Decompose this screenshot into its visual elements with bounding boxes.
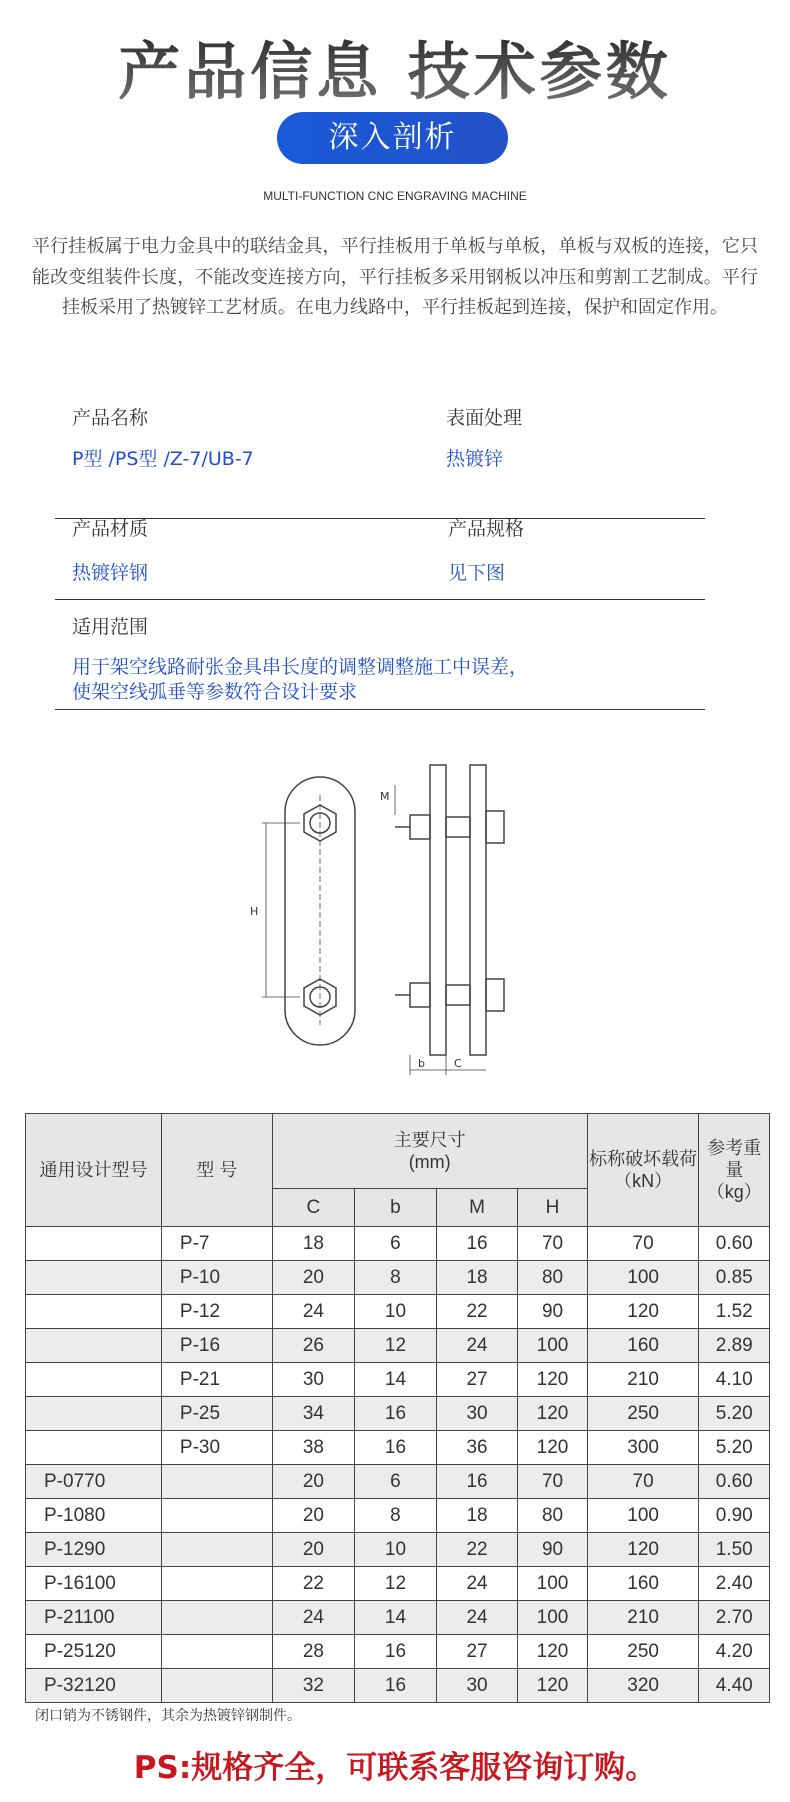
section-badge: 深入剖析: [277, 112, 508, 164]
table-cell: 38: [272, 1431, 355, 1465]
table-cell: 90: [518, 1533, 587, 1567]
table-cell: 27: [436, 1363, 518, 1397]
divider: [55, 709, 705, 710]
table-cell: 32: [272, 1669, 355, 1703]
table-row: [26, 1601, 770, 1635]
table-cell: P-1290: [26, 1533, 162, 1567]
table-cell: 24: [436, 1567, 518, 1601]
table-cell: 80: [518, 1499, 587, 1533]
table-cell: 18: [436, 1499, 518, 1533]
table-cell: 100: [587, 1261, 699, 1295]
table-cell: 250: [587, 1397, 699, 1431]
table-cell: 120: [518, 1363, 587, 1397]
table-cell: 26: [272, 1329, 355, 1363]
table-cell: [161, 1669, 272, 1703]
page-title: 产品信息 技术参数: [0, 22, 790, 111]
table-cell: 16: [355, 1635, 437, 1669]
table-cell: 20: [272, 1261, 355, 1295]
table-cell: 120: [587, 1295, 699, 1329]
scope-label: 适用范围: [72, 616, 149, 638]
table-cell: P-10: [161, 1261, 272, 1295]
table-cell: [26, 1295, 162, 1329]
table-cell: 300: [587, 1431, 699, 1465]
table-cell: [26, 1261, 162, 1295]
table-cell: P-0770: [26, 1465, 162, 1499]
table-cell: 10: [355, 1295, 437, 1329]
dims-unit: (mm): [408, 1152, 451, 1172]
table-cell: 20: [272, 1465, 355, 1499]
name-value: P型 /PS型 /Z-7/UB-7: [72, 448, 254, 470]
load-label: 标称破坏载荷: [589, 1149, 698, 1169]
name-label: 产品名称: [72, 407, 149, 429]
table-cell: 36: [436, 1431, 518, 1465]
table-cell: [161, 1601, 272, 1635]
table-cell: [161, 1465, 272, 1499]
table-cell: 100: [518, 1567, 587, 1601]
header-model: 型 号: [161, 1114, 272, 1227]
dims-label: 主要尺寸: [393, 1130, 466, 1150]
scope-line-1: 用于架空线路耐张金具串长度的调整调整施工中误差，: [72, 656, 529, 678]
header-weight: [699, 1114, 770, 1227]
header-C: C: [272, 1189, 355, 1227]
table-cell: 160: [587, 1567, 699, 1601]
table-cell: 70: [587, 1227, 699, 1261]
table-cell: 24: [436, 1329, 518, 1363]
table-cell: 16: [355, 1431, 437, 1465]
technical-drawing: [240, 755, 540, 1085]
table-cell: [26, 1431, 162, 1465]
table-cell: P-7: [161, 1227, 272, 1261]
table-cell: 2.40: [699, 1567, 770, 1601]
table-cell: 16: [436, 1465, 518, 1499]
table-row: [26, 1431, 770, 1465]
table-cell: 0.90: [699, 1499, 770, 1533]
table-cell: 22: [436, 1533, 518, 1567]
spec-table: [25, 1113, 770, 1703]
load-unit: （kN）: [614, 1171, 673, 1191]
table-cell: 12: [355, 1567, 437, 1601]
table-cell: 0.60: [699, 1227, 770, 1261]
table-cell: 12: [355, 1329, 437, 1363]
table-cell: 30: [272, 1363, 355, 1397]
table-cell: P-21100: [26, 1601, 162, 1635]
table-row: [26, 1397, 770, 1431]
table-cell: 210: [587, 1601, 699, 1635]
table-cell: 250: [587, 1635, 699, 1669]
table-cell: 120: [587, 1533, 699, 1567]
table-cell: 160: [587, 1329, 699, 1363]
table-cell: 6: [355, 1465, 437, 1499]
table-cell: P-16: [161, 1329, 272, 1363]
table-cell: 70: [518, 1227, 587, 1261]
table-cell: 210: [587, 1363, 699, 1397]
table-cell: [26, 1227, 162, 1261]
table-cell: 2.70: [699, 1601, 770, 1635]
header-M: M: [436, 1189, 518, 1227]
table-cell: P-21: [161, 1363, 272, 1397]
table-cell: 0.85: [699, 1261, 770, 1295]
table-row: [26, 1227, 770, 1261]
table-cell: 120: [518, 1669, 587, 1703]
table-cell: P-1080: [26, 1499, 162, 1533]
material-value: 热镀锌钢: [72, 562, 149, 584]
table-cell: [26, 1363, 162, 1397]
dim-C: C: [454, 1057, 462, 1070]
table-cell: 20: [272, 1533, 355, 1567]
intro-paragraph: 平行挂板属于电力金具中的联结金具，平行挂板用于单板与单板，单板与双板的连接，它只能改变组装件长度，不能改变连接方向，平行挂板多采用钢板以冲压和剪割工艺制成。平行挂板采用了热镀锌工艺材质。在电力线路中，平行挂板起到连接，保护和固定作用。: [32, 236, 758, 318]
table-cell: 5.20: [699, 1397, 770, 1431]
table-cell: 24: [272, 1601, 355, 1635]
table-cell: 8: [355, 1499, 437, 1533]
table-cell: 100: [518, 1601, 587, 1635]
table-cell: 70: [518, 1465, 587, 1499]
table-cell: [26, 1329, 162, 1363]
size-value: 见下图: [448, 562, 506, 584]
table-cell: 24: [436, 1601, 518, 1635]
table-row: [26, 1567, 770, 1601]
table-cell: [161, 1533, 272, 1567]
table-cell: 100: [587, 1499, 699, 1533]
table-cell: 70: [587, 1465, 699, 1499]
table-cell: P-30: [161, 1431, 272, 1465]
header-dimensions: [272, 1114, 587, 1189]
table-cell: 2.89: [699, 1329, 770, 1363]
material-label: 产品材质: [72, 518, 149, 540]
ps-note: PS:规格齐全，可联系客服咨询订购。: [133, 1750, 657, 1786]
table-cell: 8: [355, 1261, 437, 1295]
table-cell: P-25120: [26, 1635, 162, 1669]
table-cell: 14: [355, 1601, 437, 1635]
table-cell: [161, 1635, 272, 1669]
table-cell: 24: [272, 1295, 355, 1329]
table-cell: P-12: [161, 1295, 272, 1329]
table-cell: 20: [272, 1499, 355, 1533]
table-cell: 30: [436, 1397, 518, 1431]
header-load: [587, 1114, 699, 1227]
table-cell: 4.40: [699, 1669, 770, 1703]
table-cell: 320: [587, 1669, 699, 1703]
table-cell: 34: [272, 1397, 355, 1431]
divider: [55, 518, 705, 519]
surface-value: 热镀锌: [446, 448, 504, 470]
table-row: [26, 1363, 770, 1397]
subtitle: MULTI-FUNCTION CNC ENGRAVING MACHINE: [263, 189, 527, 203]
dim-M: M: [380, 790, 390, 803]
footnote: 闭口销为不锈钢件，其余为热镀锌钢制件。: [35, 1708, 301, 1724]
header-b: b: [355, 1189, 437, 1227]
table-cell: 90: [518, 1295, 587, 1329]
table-cell: P-16100: [26, 1567, 162, 1601]
plate-side-left: [430, 765, 446, 1055]
table-cell: 16: [436, 1227, 518, 1261]
table-cell: 120: [518, 1397, 587, 1431]
dim-b: b: [418, 1057, 425, 1070]
table-cell: 120: [518, 1431, 587, 1465]
table-cell: 16: [355, 1669, 437, 1703]
table-cell: 1.50: [699, 1533, 770, 1567]
table-cell: 5.20: [699, 1431, 770, 1465]
size-label: 产品规格: [448, 518, 525, 540]
weight-label: 参考重量: [707, 1138, 762, 1180]
table-cell: 100: [518, 1329, 587, 1363]
table-cell: 4.10: [699, 1363, 770, 1397]
table-cell: 0.60: [699, 1465, 770, 1499]
table-row: [26, 1499, 770, 1533]
table-cell: [161, 1567, 272, 1601]
table-cell: 4.20: [699, 1635, 770, 1669]
table-row: [26, 1329, 770, 1363]
table-cell: 6: [355, 1227, 437, 1261]
surface-label: 表面处理: [446, 407, 523, 429]
table-cell: 22: [272, 1567, 355, 1601]
table-cell: 16: [355, 1397, 437, 1431]
table-row: [26, 1533, 770, 1567]
table-cell: 14: [355, 1363, 437, 1397]
table-cell: [161, 1499, 272, 1533]
table-row: [26, 1669, 770, 1703]
table-cell: 80: [518, 1261, 587, 1295]
scope-line-2: 使架空线弧垂等参数符合设计要求: [72, 681, 358, 703]
table-row: [26, 1261, 770, 1295]
header-H: H: [518, 1189, 587, 1227]
dim-H: H: [250, 905, 259, 918]
table-cell: 28: [272, 1635, 355, 1669]
table-cell: [26, 1397, 162, 1431]
header-general-model: 通用设计型号: [26, 1114, 162, 1227]
table-cell: P-25: [161, 1397, 272, 1431]
table-cell: 22: [436, 1295, 518, 1329]
table-cell: 18: [272, 1227, 355, 1261]
table-row: [26, 1295, 770, 1329]
table-cell: 18: [436, 1261, 518, 1295]
plate-side-right: [470, 765, 486, 1055]
table-cell: 1.52: [699, 1295, 770, 1329]
table-row: [26, 1635, 770, 1669]
table-cell: P-32120: [26, 1669, 162, 1703]
divider: [55, 599, 705, 600]
weight-unit: （kg）: [706, 1182, 762, 1202]
table-row: [26, 1465, 770, 1499]
table-cell: 27: [436, 1635, 518, 1669]
table-cell: 120: [518, 1635, 587, 1669]
table-cell: 30: [436, 1669, 518, 1703]
table-cell: 10: [355, 1533, 437, 1567]
